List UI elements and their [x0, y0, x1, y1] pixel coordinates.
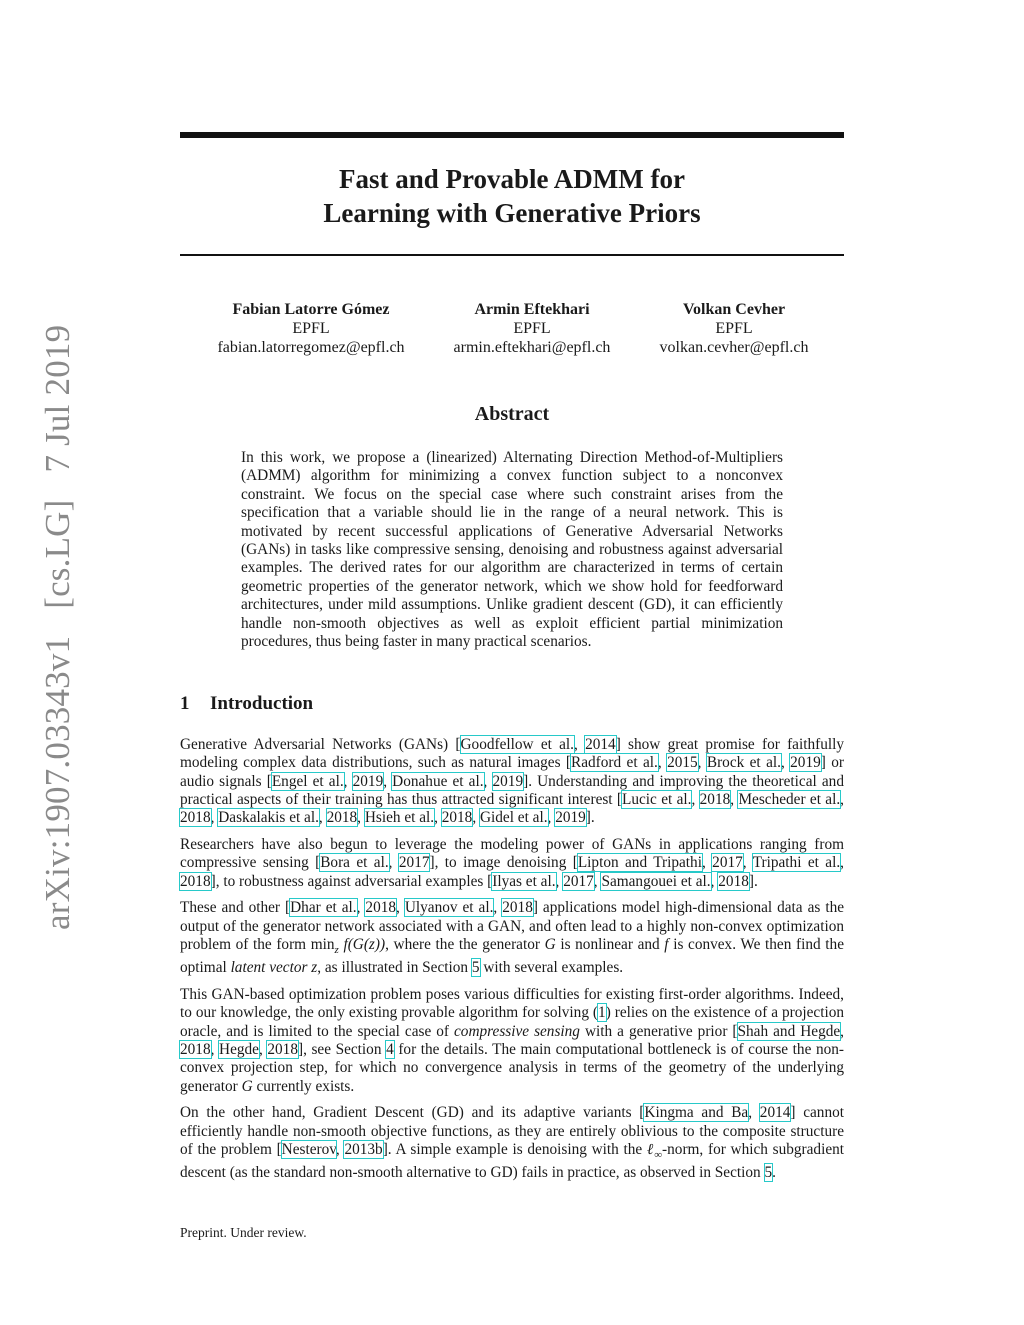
- section-link[interactable]: 5: [764, 1164, 773, 1182]
- citation-link[interactable]: Hegde: [219, 1041, 259, 1058]
- title-line-2: Learning with Generative Priors: [323, 198, 701, 228]
- text: These and other [: [180, 899, 291, 917]
- citation-link[interactable]: 2018: [441, 809, 473, 827]
- math-var: G: [241, 1077, 253, 1095]
- citation-link[interactable]: 2018: [267, 1041, 298, 1058]
- citation-link[interactable]: 2019: [555, 809, 586, 827]
- arxiv-stamp: [38, 307, 78, 930]
- citation-link[interactable]: Daskalakis et al.: [218, 809, 319, 827]
- text: ,: [840, 790, 844, 808]
- arxiv-date: 7 Jul 2019: [38, 324, 77, 473]
- text: On the other hand, Gradient Descent (GD) and its adaptive variants [: [180, 1104, 645, 1122]
- citation-link[interactable]: 2018: [180, 809, 211, 827]
- text: with a generative prior [: [579, 1022, 738, 1040]
- citation-link[interactable]: Gidel et al.: [479, 809, 548, 827]
- text: ,: [555, 872, 564, 890]
- citation-link[interactable]: Dhar et al.: [290, 899, 357, 917]
- author-block-2: [432, 300, 632, 357]
- text: ,: [388, 854, 399, 872]
- math-sub: ∞: [654, 1149, 663, 1162]
- text: ,: [396, 899, 405, 917]
- title-line-1: Fast and Provable ADMM for: [339, 164, 685, 194]
- text: ,: [701, 854, 713, 872]
- text: Researchers have also begun to leverage the modeling power of GANs in applications ranging from compressive sensing [: [180, 835, 844, 872]
- text: This GAN-based optimization problem poses various difficulties for existing first-order algorithms. Indeed, to our knowledge, the only existing provable algorithm for solving (: [180, 986, 844, 1022]
- math-ell: ℓ: [646, 1140, 655, 1158]
- citation-link[interactable]: 2015: [667, 754, 698, 772]
- author-affiliation: EPFL: [292, 320, 330, 337]
- citation-link[interactable]: 2019: [492, 772, 524, 790]
- citation-link[interactable]: Tripathi et al.: [752, 854, 841, 872]
- citation-link[interactable]: 2014: [585, 736, 616, 753]
- citation-link[interactable]: Engel et al.: [271, 772, 344, 790]
- citation-link[interactable]: 2019: [790, 754, 821, 772]
- text: -norm, for which subgradient descent (as the standard non-smooth alternative to GD) fails in practice, as observed in Section: [180, 1140, 845, 1182]
- text: ,: [574, 736, 586, 753]
- citation-link[interactable]: Radford et al.: [571, 754, 658, 772]
- abstract-heading: Abstract: [474, 403, 550, 425]
- text: ,: [343, 772, 353, 790]
- text: ]. Understanding and improving the theoretical and practical aspects of their training has thus attracted significant interest [: [180, 772, 844, 808]
- text: ], to robustness against adversarial examples [: [210, 872, 493, 890]
- text: ,: [357, 809, 365, 827]
- citation-link[interactable]: Samangouei et al.: [601, 872, 711, 890]
- citation-link[interactable]: Shah and Hegde: [737, 1022, 841, 1040]
- text: currently exists.: [252, 1077, 355, 1095]
- text: ,: [593, 872, 602, 890]
- math-min: min: [310, 935, 335, 953]
- text: ,: [730, 790, 739, 808]
- citation-link[interactable]: 2018: [180, 872, 211, 890]
- footer-note: Preprint. Under review.: [180, 1225, 307, 1240]
- citation-link[interactable]: 2017: [712, 854, 743, 872]
- text: , where the the generator: [385, 935, 545, 953]
- citation-link[interactable]: 2018: [180, 1041, 211, 1058]
- text: ,: [840, 1022, 844, 1040]
- text: ,: [697, 754, 707, 772]
- citation-link[interactable]: Lucic et al.: [622, 790, 692, 808]
- text: ,: [335, 1140, 345, 1158]
- math-sub: z: [334, 944, 339, 957]
- text: is convex. We then find the optimal: [180, 935, 844, 977]
- citation-link[interactable]: Lipton and Tripathi: [577, 854, 702, 872]
- arxiv-category: [cs.LG]: [38, 499, 77, 609]
- arxiv-id: arXiv:1907.03343v1: [38, 635, 77, 930]
- author-affiliation: EPFL: [513, 320, 551, 337]
- text: ]. A simple example is denoising with the: [382, 1140, 647, 1158]
- citation-link[interactable]: 2014: [759, 1104, 791, 1122]
- section-number: 1: [180, 693, 190, 714]
- math-var: f: [664, 935, 669, 953]
- title-bottom-rule: [180, 254, 844, 256]
- text: ,: [210, 1041, 220, 1058]
- citation-link[interactable]: Nesterov: [281, 1140, 336, 1158]
- text: ,: [356, 899, 366, 917]
- text: ] or audio signals [: [180, 754, 844, 790]
- author-name: Volkan Cevher: [682, 301, 786, 318]
- author-email[interactable]: volkan.cevher@epfl.ch: [659, 339, 809, 356]
- citation-link[interactable]: 2017: [398, 854, 430, 872]
- author-block-1: [200, 300, 422, 357]
- text: ,: [780, 754, 791, 772]
- abstract-text: In this work, we propose a (linearized) Alternating Direction Method-of-Multipliers (ADMM) algorithm for minimizing a convex function subject to a nonconvex constraint. We focus on the special case where such constraint arises from the specification that a variable should lie in the range of a neural network. This is motivated by recent successful applications of Generative Adversarial Networks (GANs) in tasks like compressive sensing, denoising and robustness against adversarial examples. The derived rates for our algorithm are characterized in terms of certain geometric properties of the generator network, which we show hold for feedforward architectures, under mild assumptions. Unlike gradient descent (GD), it can efficiently handle non-smooth objectives as well as exploit efficient partial minimization procedures, thus being faster in many practical scenarios.: [241, 449, 783, 651]
- citation-link[interactable]: Goodfellow et al.: [460, 736, 574, 753]
- title-top-rule: [180, 132, 844, 138]
- citation-link[interactable]: 2017: [563, 872, 594, 890]
- body-text: [180, 736, 844, 1191]
- text: with several examples.: [479, 959, 624, 977]
- text: ,: [483, 772, 493, 790]
- text: ,: [383, 772, 393, 790]
- math-var: G: [544, 935, 556, 953]
- author-email[interactable]: fabian.latorregomez@epfl.ch: [217, 339, 405, 356]
- citation-link[interactable]: Bora et al.: [320, 854, 389, 872]
- author-block-3: [646, 300, 822, 357]
- paragraph-1: [180, 736, 844, 827]
- paragraph-4: [180, 986, 844, 1096]
- paragraph-2: [180, 836, 844, 891]
- citation-link[interactable]: 2013b: [344, 1140, 383, 1158]
- text: ,: [742, 854, 753, 872]
- emphasis: compressive sensing: [454, 1022, 580, 1040]
- text: for the details. The main computational bottleneck is of course the non-convex projection step, for which no convergence analysis in terms of the geometry of the underlying generator: [180, 1041, 844, 1095]
- text: ] cannot efficiently handle non-smooth objective functions, as they are entirely oblivious to the composite structure of the problem [: [180, 1104, 844, 1158]
- equation-link[interactable]: 1: [598, 1004, 606, 1022]
- text: ,: [840, 854, 844, 872]
- emphasis: latent vector z: [230, 959, 318, 977]
- text: ,: [318, 809, 327, 827]
- citation-link[interactable]: Ilyas et al.: [492, 872, 556, 890]
- text: , as illustrated in Section: [317, 959, 472, 977]
- author-name: Armin Eftekhari: [474, 301, 590, 318]
- citation-link[interactable]: 2018: [365, 899, 397, 917]
- text: ,: [547, 809, 556, 827]
- text: ], to image denoising [: [429, 854, 578, 872]
- citation-link[interactable]: 2018: [502, 899, 533, 917]
- text: ,: [748, 1104, 760, 1122]
- text: ,: [691, 790, 700, 808]
- citation-link[interactable]: 2018: [718, 872, 749, 890]
- text: ,: [258, 1041, 268, 1058]
- section-title: Introduction: [210, 693, 314, 714]
- text: .: [772, 1164, 776, 1182]
- text: is nonlinear and: [555, 935, 665, 953]
- citation-link[interactable]: Hsieh et al.: [364, 809, 435, 827]
- text: ,: [434, 809, 442, 827]
- citation-link[interactable]: Donahue et al.: [392, 772, 484, 790]
- citation-link[interactable]: 2019: [352, 772, 384, 790]
- text: ].: [748, 872, 758, 890]
- author-email[interactable]: armin.eftekhari@epfl.ch: [453, 339, 611, 356]
- paragraph-3: [180, 899, 844, 977]
- text: ], see Section: [297, 1041, 387, 1058]
- citation-link[interactable]: Mescheder et al.: [738, 790, 841, 808]
- paper-title: [180, 162, 844, 230]
- text: ].: [585, 809, 595, 827]
- citation-link[interactable]: Ulyanov et al.: [404, 899, 494, 917]
- math-expr: f(G(z)): [338, 935, 386, 953]
- section-link[interactable]: 4: [386, 1041, 394, 1058]
- author-affiliation: EPFL: [715, 320, 753, 337]
- citation-link[interactable]: Brock et al.: [706, 754, 781, 772]
- paragraph-5: [180, 1104, 844, 1182]
- text: ) relies on the existence of a projection oracle, and is limited to the special case of: [180, 1004, 844, 1040]
- text: ,: [472, 809, 480, 827]
- text: ] applications model high-dimensional data as the output of the generator network associated with a GAN, and often lead to a highly non-convex optimization problem of the form: [180, 899, 845, 953]
- text: ] show great promise for faithfully modeling complex data distributions, such as natural images [: [180, 736, 844, 772]
- section-link[interactable]: 5: [471, 959, 480, 977]
- citation-link[interactable]: Kingma and Ba: [644, 1104, 749, 1122]
- author-name: Fabian Latorre Gómez: [232, 301, 390, 318]
- text: ,: [493, 899, 503, 917]
- citation-link[interactable]: 2018: [326, 809, 358, 827]
- text: ,: [657, 754, 668, 772]
- text: ,: [210, 809, 219, 827]
- text: ,: [710, 872, 719, 890]
- citation-link[interactable]: 2018: [699, 790, 731, 808]
- text: Generative Adversarial Networks (GANs) [: [180, 736, 461, 753]
- section-heading: [180, 693, 313, 715]
